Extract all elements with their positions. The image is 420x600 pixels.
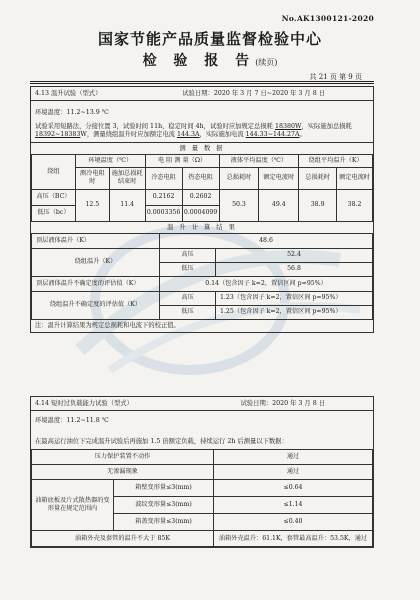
- winding-uncertainty-hv: 1.23（包含因子 k=2，置信区间 p≈95%）: [216, 291, 373, 305]
- col-env-temp: 环境温度（℃）: [75, 154, 145, 167]
- section-414-date: 试验日期：2020 年 3 月 8 日: [240, 400, 325, 407]
- wall-deform-label: 箱壁变形量≤3(mm): [114, 480, 214, 497]
- protect-label: 压力保护装置不动作: [32, 450, 214, 465]
- section-413-header: [31, 87, 373, 101]
- section-413-date: 试验日期：2020 年 3 月 7 日~2020 年 3 月 8 日: [182, 90, 325, 97]
- applied-current: 144.33~144.27A: [245, 131, 300, 138]
- winding-rise-hv: 52.4: [216, 248, 373, 262]
- wall-deform-value: ≤0.64: [214, 480, 373, 497]
- oil-uncertainty: 0.14（包含因子 k=2，置信区间 p≈95%）: [160, 276, 373, 291]
- col-resistance: 电 阻 测 量（Ω）: [145, 154, 219, 167]
- section-414: [30, 396, 374, 548]
- winding-uncertainty-lv: 1.25（包含因子 k=2，置信区间 p≈95%）: [216, 305, 373, 319]
- header-rule-thin: [30, 83, 374, 84]
- cell-env-cold: 12.5: [75, 189, 109, 221]
- test-method: [31, 120, 373, 142]
- applied-loss: 18392~18383: [35, 131, 81, 138]
- protect-value: 通过: [214, 450, 373, 465]
- cover-deform-label: 箱盖变形量≤3(mm): [114, 514, 214, 531]
- col-total-loss: 总损耗时: [219, 167, 259, 189]
- col-total-loss-2: 总损耗时: [299, 167, 337, 189]
- cell-lv-cold: 0.0003356: [145, 205, 182, 221]
- section-414-title: 4.14 短时过负载能力试验（型式）: [35, 400, 133, 407]
- cell-wind-total: 38.9: [299, 189, 337, 221]
- rated-current: 144.3A: [176, 131, 200, 138]
- cell-liq-total: 50.3: [219, 189, 259, 221]
- cell-wind-rated: 38.2: [337, 189, 373, 221]
- corrugation-deform-label: 波纹变形量≤3(mm): [114, 497, 214, 514]
- col-liquid-avg: 液体平均温度（℃）: [219, 154, 299, 167]
- winding-rise-label: 绕组温升（K）: [32, 248, 160, 276]
- oil-rise-label: 顶层液体温升（K）: [32, 233, 160, 248]
- method-text: ，实际施加总损耗: [301, 122, 352, 130]
- surface-rise-value: 油箱外壳温升：61.1K，套管最高温升：53.5K，通过: [214, 531, 373, 547]
- winding-uncertainty-label: 绕组温升不确定度的评估值（K）: [32, 291, 160, 319]
- test-condition: 在最高运行油位下完成温升试验后再施加 1.5 倍额定负载，持续运行 2h 后测量以下数据：: [35, 437, 288, 445]
- col-rated-i-2: 额定电流时: [337, 167, 373, 189]
- cell-hv-cold: 0.2162: [145, 189, 182, 205]
- col-winding: 绕组: [32, 154, 76, 189]
- col-hot-r: 热态电阻: [182, 167, 219, 189]
- report-title-suffix: (续页): [255, 58, 278, 67]
- deform-label: 油箱底板及片式散热器的变形量在规定范围内: [32, 480, 114, 531]
- row-lv-label: 低压（bc）: [32, 205, 76, 221]
- report-title: [0, 50, 420, 70]
- winding-unc-lv-label: 低压: [160, 305, 216, 319]
- oil-uncertainty-label: 顶层液体温升不确定度的评估值（K）: [32, 276, 160, 291]
- winding-rise-hv-label: 高压: [160, 248, 216, 262]
- section-413: [30, 86, 374, 333]
- calc-note: 注：温升计算结果为规定总损耗和电流下的校正值。: [35, 321, 180, 329]
- calc-table: [31, 233, 373, 320]
- document-number: No.AK1300121-2020: [281, 14, 374, 23]
- measurement-table: [31, 154, 373, 222]
- header-rule: [30, 81, 374, 82]
- section-414-header: [31, 397, 373, 411]
- ambient-temperature: 环境温度：11.2~13.9 ℃: [35, 109, 109, 116]
- cell-hv-hot: 0.2602: [182, 189, 219, 205]
- section-413-title: 4.13 温升试验（型式）: [35, 90, 102, 97]
- col-rated-i: 额定电流时: [259, 167, 299, 189]
- cell-lv-hot: 0.0004099: [182, 205, 219, 221]
- winding-rise-lv-label: 低压: [160, 262, 216, 276]
- leak-value: 通过: [214, 465, 373, 480]
- cell-liq-rated: 49.4: [259, 189, 299, 221]
- col-cold-r: 冷态电阻: [145, 167, 182, 189]
- method-text: W，测量绕组温升时应加额定电流: [80, 131, 177, 138]
- corrugation-deform-value: ≤1.14: [214, 497, 373, 514]
- leak-label: 无渗漏现象: [32, 465, 214, 480]
- page-number: 共 21 页 第 9 页: [309, 73, 362, 81]
- col-loss-end: 施加总损耗结束时: [109, 167, 145, 189]
- ambient-temperature-414: 环境温度：11.2~11.8 ℃: [35, 417, 109, 424]
- winding-unc-hv-label: 高压: [160, 291, 216, 305]
- oil-rise-value: 48.6: [160, 233, 373, 248]
- organization-name: 国家节能产品质量监督检验中心: [97, 30, 322, 48]
- method-text: 试验采用短路法，分接位置 3，试验时间 11h，稳定时间 4h，试验时应加规定总损耗: [35, 122, 275, 130]
- method-text: ，实际施加电流: [199, 131, 246, 138]
- winding-rise-lv: 56.8: [216, 262, 373, 276]
- cover-deform-value: ≤0.40: [214, 514, 373, 531]
- cell-env-end: 11.4: [109, 189, 145, 221]
- surface-rise-label: 油箱外壳及套管的温升不大于 85K: [32, 531, 214, 547]
- measurement-caption: 测 量 数 据: [31, 142, 373, 154]
- method-text: 。: [299, 131, 306, 138]
- row-hv-label: 高压（BC）: [32, 189, 76, 205]
- col-winding-avg: 绕组平均温升（K）: [299, 154, 373, 167]
- overload-table: [31, 449, 373, 547]
- col-cold-meas: 测冷电阻时: [75, 167, 109, 189]
- calc-caption: 温 升 计 算 结 果: [167, 223, 237, 231]
- specified-loss: 18380W: [274, 122, 302, 130]
- report-title-text: 检 验 报 告: [142, 53, 256, 69]
